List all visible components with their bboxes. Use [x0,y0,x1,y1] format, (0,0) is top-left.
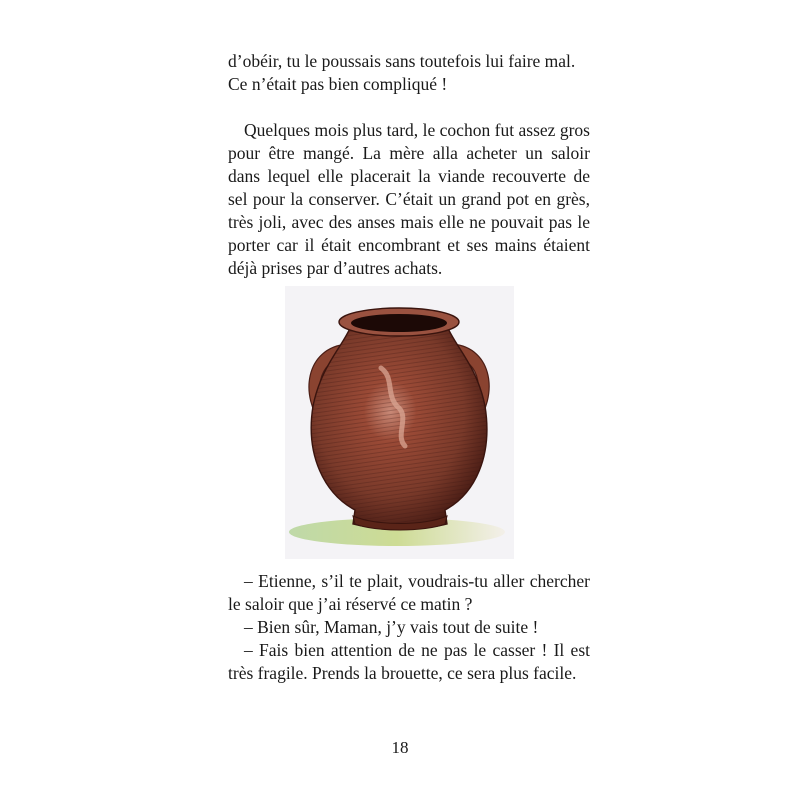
paragraph-saloir [228,119,590,280]
saloir-jar-drawing [285,286,514,559]
dialogue-line: – Fais bien attention de ne pas le casser ! Il est très fragile. Prends la brouette, ce sera plus facile. [228,640,590,683]
paragraph-line: d’obéir, tu le poussais sans toutefois lui faire mal. [228,51,576,71]
page-number: 18 [391,738,409,757]
paragraph-continuation [228,50,590,96]
dialogue-line: – Bien sûr, Maman, j’y vais tout de suite ! [244,617,539,637]
dialogue-block [228,570,590,685]
dialogue-line: – Etienne, s’il te plait, voudrais-tu aller chercher le saloir que j’ai réservé ce matin ? [228,571,590,614]
paragraph-text: Quelques mois plus tard, le cochon fut assez gros pour être mangé. La mère alla acheter un saloir dans lequel elle placerait la viande recouverte de sel pour la conserver. C’était un grand pot en grès, très joli, avec des anses mais elle ne pouvait pas le porter car il était encombrant et ses mains étaient déjà prises par d’autres achats. [228,120,590,278]
paragraph-line: Ce n’était pas bien compliqué ! [228,74,448,94]
jar-opening [351,314,447,332]
jar-illustration [285,286,514,559]
